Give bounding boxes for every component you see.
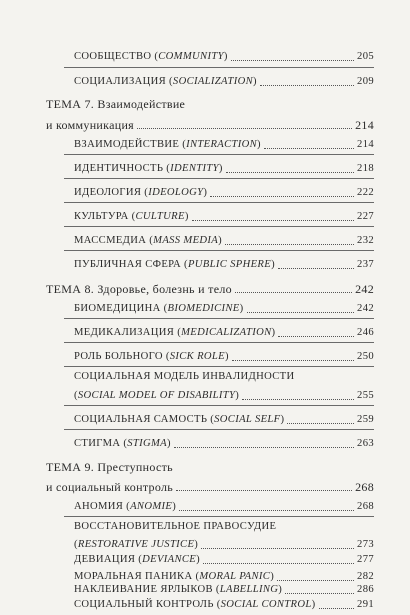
page-number: 250 <box>357 351 374 363</box>
page-number: 242 <box>355 282 374 296</box>
separator <box>64 250 374 251</box>
toc-entry-social-self[interactable] <box>74 408 374 426</box>
entry-label-en: (SOCIAL MODEL OF DISABILITY) <box>74 390 240 402</box>
toc-entry-biomedicine[interactable] <box>74 297 374 315</box>
page-number: 273 <box>357 539 374 551</box>
page-number: 286 <box>357 584 374 596</box>
entry-label: АНОМИЯ (ANOMIE) <box>74 501 177 513</box>
entry-label: ИДЕНТИЧНОСТЬ (IDENTITY) <box>74 163 223 175</box>
separator <box>64 405 374 406</box>
leader-dots <box>179 510 354 511</box>
leader-dots <box>319 608 355 609</box>
leader-dots <box>192 220 354 221</box>
separator <box>64 318 374 319</box>
leader-dots <box>232 360 354 361</box>
page-number: 259 <box>357 414 374 426</box>
leader-dots <box>226 172 354 173</box>
page-number: 237 <box>357 259 374 271</box>
page-number: 263 <box>357 438 374 450</box>
leader-dots <box>247 312 355 313</box>
toc-entry-community[interactable] <box>74 45 374 63</box>
leader-dots <box>242 399 354 400</box>
topic-7-title[interactable]: ТЕМА 7. Взаимодействие <box>46 97 186 111</box>
entry-label-en: (RESTORATIVE JUSTICE) <box>74 539 199 551</box>
page-number: 246 <box>357 327 374 339</box>
page-number: 255 <box>357 390 374 402</box>
page-number: 205 <box>357 51 374 63</box>
entry-label: МОРАЛЬНАЯ ПАНИКА (MORAL PANIC) <box>74 571 275 583</box>
entry-label[interactable]: СОЦИАЛЬНАЯ МОДЕЛЬ ИНВАЛИДНОСТИ <box>74 371 295 382</box>
page-number: 268 <box>357 501 374 513</box>
topic-label: ТЕМА 8. Здоровье, болезнь и тело <box>46 282 232 296</box>
toc-topic-8[interactable] <box>46 277 374 295</box>
toc-entry-socialization[interactable] <box>74 70 374 88</box>
toc-topic-7[interactable] <box>46 113 374 131</box>
page-number: 209 <box>357 76 374 88</box>
entry-label: ДЕВИАЦИЯ (DEVIANCE) <box>74 554 201 566</box>
page-number: 214 <box>357 139 374 151</box>
separator <box>64 67 374 68</box>
leader-dots <box>225 244 354 245</box>
entry-label: СТИГМА (STIGMA) <box>74 438 171 450</box>
topic-label: и коммуникация <box>46 118 134 132</box>
entry-label: РОЛЬ БОЛЬНОГО (SICK ROLE) <box>74 351 229 363</box>
toc-entry-social-control[interactable] <box>74 596 374 611</box>
leader-dots <box>174 447 354 448</box>
toc-entry-social-model-of-disability[interactable] <box>74 384 374 402</box>
entry-label: СОЦИАЛИЗАЦИЯ (SOCIALIZATION) <box>74 76 257 88</box>
leader-dots <box>137 128 352 129</box>
entry-label: СОЦИАЛЬНЫЙ КОНТРОЛЬ (SOCIAL CONTROL) <box>74 599 316 611</box>
toc-entry-interaction[interactable] <box>74 133 374 151</box>
leader-dots <box>201 548 354 549</box>
entry-label[interactable]: ВОССТАНОВИТЕЛЬНОЕ ПРАВОСУДИЕ <box>74 521 277 532</box>
entry-label: СОЦИАЛЬНАЯ САМОСТЬ (SOCIAL SELF) <box>74 414 285 426</box>
page-number: 222 <box>357 187 374 199</box>
leader-dots <box>260 85 354 86</box>
toc-entry-labelling[interactable] <box>74 581 374 596</box>
toc-entry-medicalization[interactable] <box>74 321 374 339</box>
page-number: 227 <box>357 211 374 223</box>
toc-entry-anomie[interactable] <box>74 495 374 513</box>
separator <box>64 202 374 203</box>
page-number: 214 <box>355 118 374 132</box>
toc-entry-culture[interactable] <box>74 205 374 223</box>
leader-dots <box>235 292 352 293</box>
separator <box>64 429 374 430</box>
page-number: 268 <box>355 480 374 494</box>
leader-dots <box>264 148 354 149</box>
topic-label: и социальный контроль <box>46 480 174 494</box>
entry-label: БИОМЕДИЦИНА (BIOMEDICINE) <box>74 303 244 315</box>
leader-dots <box>278 268 354 269</box>
leader-dots <box>176 490 352 491</box>
toc-entry-public-sphere[interactable] <box>74 253 374 271</box>
topic-9-title[interactable]: ТЕМА 9. Преступность <box>46 460 173 474</box>
separator <box>64 178 374 179</box>
entry-label: КУЛЬТУРА (CULTURE) <box>74 211 189 223</box>
entry-label: НАКЛЕИВАНИЕ ЯРЛЫКОВ (LABELLING) <box>74 584 283 596</box>
entry-label: ВЗАИМОДЕЙСТВИЕ (INTERACTION) <box>74 139 261 151</box>
entry-label: МАССМЕДИА (MASS MEDIA) <box>74 235 223 247</box>
toc-entry-sick-role[interactable] <box>74 345 374 363</box>
entry-label: МЕДИКАЛИЗАЦИЯ (MEDICALIZATION) <box>74 327 276 339</box>
page-number: 242 <box>357 303 374 315</box>
leader-dots <box>203 563 354 564</box>
toc-entry-identity[interactable] <box>74 157 374 175</box>
separator <box>64 226 374 227</box>
leader-dots <box>285 593 354 594</box>
toc-entry-mass-media[interactable] <box>74 229 374 247</box>
separator <box>64 366 374 367</box>
separator <box>64 516 374 517</box>
page-number: 291 <box>357 599 374 611</box>
toc-entry-stigma[interactable] <box>74 432 374 450</box>
page-number: 277 <box>357 554 374 566</box>
toc-entry-restorative-justice[interactable] <box>74 533 374 551</box>
entry-label: ИДЕОЛОГИЯ (IDEOLOGY) <box>74 187 208 199</box>
entry-label: СООБЩЕСТВО (COMMUNITY) <box>74 51 228 63</box>
page-number: 282 <box>357 571 374 583</box>
leader-dots <box>210 196 354 197</box>
entry-label: ПУБЛИЧНАЯ СФЕРА (PUBLIC SPHERE) <box>74 259 275 271</box>
page-number: 218 <box>357 163 374 175</box>
separator <box>64 342 374 343</box>
toc-topic-9[interactable] <box>46 475 374 493</box>
leader-dots <box>231 60 354 61</box>
toc-entry-deviance[interactable] <box>74 551 374 566</box>
toc-entry-ideology[interactable] <box>74 181 374 199</box>
leader-dots <box>287 423 354 424</box>
page-number: 232 <box>357 235 374 247</box>
leader-dots <box>278 336 354 337</box>
separator <box>64 154 374 155</box>
